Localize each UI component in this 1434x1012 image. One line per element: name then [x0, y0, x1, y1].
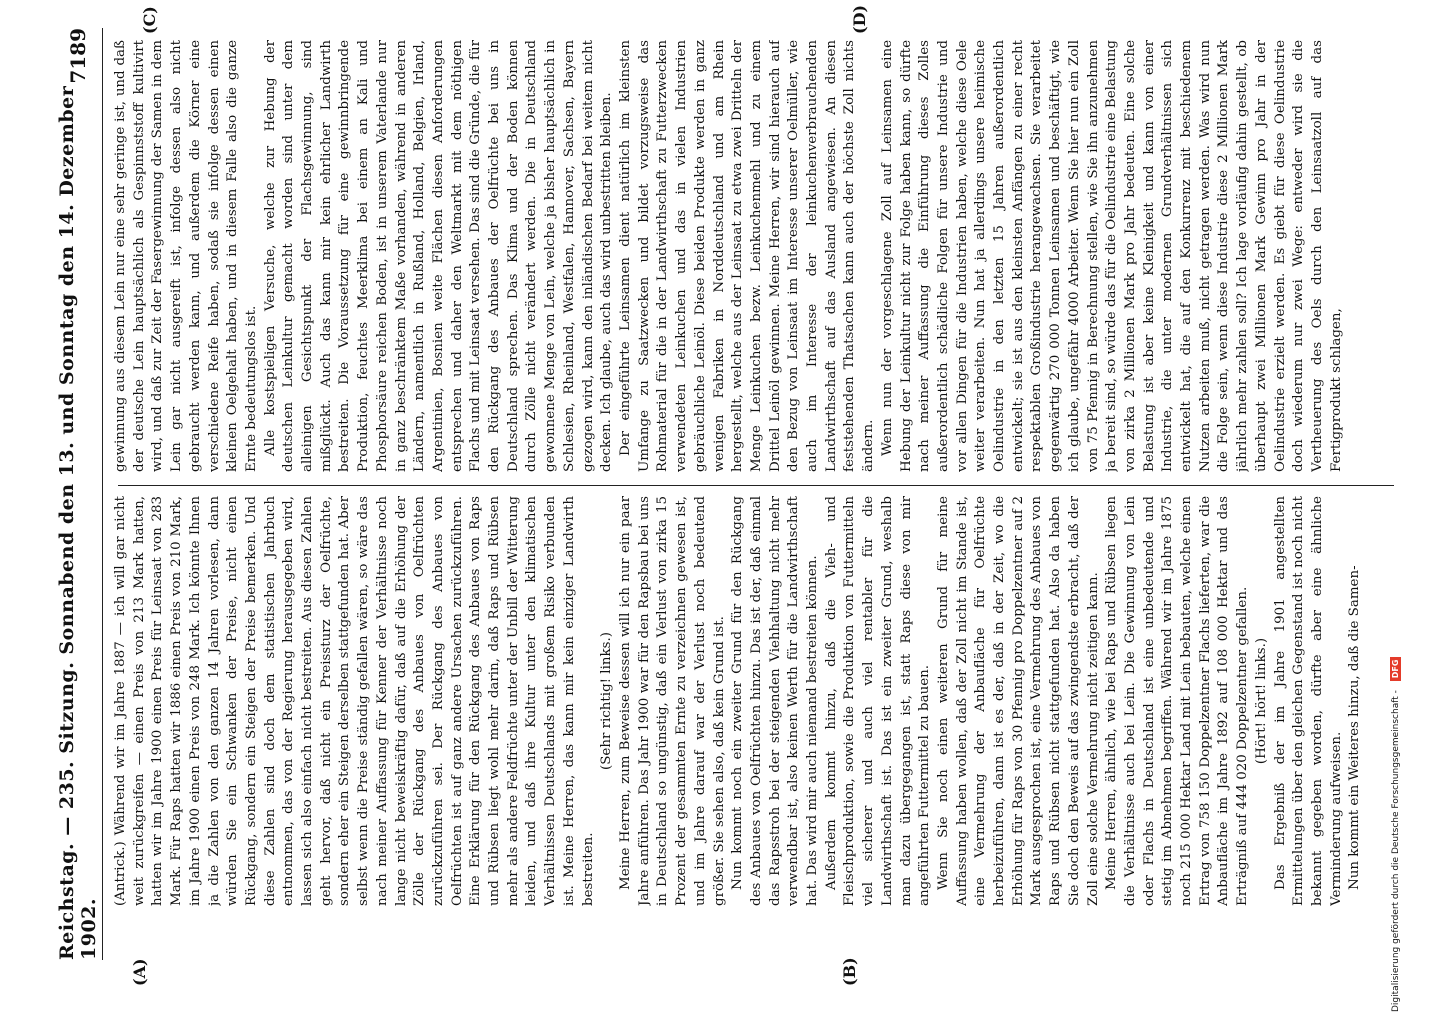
paragraph: Alle kostspieligen Versuche, welche zur Hebung der deutschen Leinkultur gemacht worden sind unter dem alleinigen Gesichtspunkt der Flachsgewinnung, sind mißglückt. Auch das kann mir kein ehrlicher Landwirth bestreiten. Die Voraussetzung für eine gewinnbringende Produktion, feuchtes Meerklima bei einem an Kali und Phosphorsäure reichen Boden, ist in unserem Vaterlande nur in ganz beschränktem Maße vorhanden, während in anderen Ländern, namentlich in Rußland, Holland, Belgien, Irland, Argentinien, Bosnien weite Flächen diesen Anforderungen entsprechen und daher den Weltmarkt mit dem nöthigen Flachs und mit Leinsaat versehen. Das sind die Gründe, die für den Rückgang des Anbaues der Oelfrüchte bei uns in Deutschland sprechen. Das Klima und der Boden können durch Zölle nicht verändert werden. Die in Deutschland gewonnene Menge von Lein, welche ja bisher hauptsächlich in Schlesien, Rheinland, Westfalen, Hannover, Sachsen, Bayern gezogen wird, kann den inländischen Bedarf bei weitem nicht decken. Ich glaube, auch das wird unbestritten bleiben.	[262, 40, 615, 472]
paragraph: Meine Herren, ähnlich, wie bei Raps und Rübsen liegen die Verhältnisse auch bei Lein. Die Gewinnung von Lein oder Flachs in Deutschland ist eine unbedeutende und stetig im Abnehmen begriffen. Während wir im Jahre 1875 noch 215 000 Hektar Land mit Lein bebauten, welche einen Ertrag von 758 150 Doppelzentner Flachs lieferten, war die Anbaufläche im Jahre 1892 auf 108 000 Hektar und das Erträgniß auf 444 020 Doppelzentner gefallen.	[1104, 496, 1251, 906]
paragraph: Meine Herren, zum Beweise dessen will ich nur ein paar Jahre anführen. Das Jahr 1900 war für den Rapsbau bei uns in Deutschland so ungünstig, daß ein Verlust von zirka 15 Prozent der gesammten Ernte zu verzeichnen gewesen ist, und im Jahre darauf war der Verlust noch bedeutend größer. Sie sehen also, daß kein Grund ist.	[617, 496, 727, 906]
margin-marker-b: (B)	[840, 957, 859, 986]
margin-marker-d: (D)	[850, 4, 869, 34]
paragraph: Wenn Sie noch einen weiteren Grund für meine Auffassung haben wollen, daß der Zoll nicht im Stande ist, eine Vermehrung der Anbaufläche für Oelfrüchte herbeizuführen, dann ist es der, daß in der Zeit, wo die Erhöhung für Raps von 30 Pfennig pro Doppelzentner auf 2 Mark ausgesprochen ist, eine Vermehrung des Anbaues von Raps und Rübsen nicht stattgefunden hat. Also da haben Sie doch den Beweis auf das zwingendste erbracht, daß der Zoll eine solche Vermehrung nicht zeitigen kann.	[935, 496, 1101, 906]
paragraph: Außerdem kommt hinzu, daß die Vieh- und Fleischproduktion, sowie die Produktion von Futtermitteln viel sicherer und auch viel rentabler für die Landwirthschaft ist. Das ist ein zweiter Grund, weshalb man dazu übergegangen ist, statt Raps diese von mir angeführten Futtermittel zu bauen.	[823, 496, 933, 906]
margin-marker-c: (C)	[140, 6, 159, 34]
paragraph: Der eingeführte Leinsamen dient natürlich im kleinsten Umfange zu Saatzwecken und bildet vorzugsweise das Rohmaterial für die in der Landwirthschaft zu Futterzwecken verwendeten Leinkuchen und das in vielen Industrien gebräuchliche Leinöl. Diese beiden Produkte werden in ganz wenigen Fabriken in Norddeutschland und am Rhein hergestellt, welche aus der Leinsaat zu etwa zwei Dritteln der Menge Leinkuchen bezw. Leinkuchenmehl und zu einem Drittel Leinöl gewinnen. Meine Herren, wir sind hierauch auf den Bezug von Leinsaat im Interesse unserer Oelmüller, wie auch im Interesse der leinkuchenverbrauchenden Landwirthschaft auf das Ausland angewiesen. An diesen feststehenden Thatsachen kann auch der höchste Zoll nichts ändern.	[617, 40, 877, 472]
paragraph: Nun kommt noch ein zweiter Grund für den Rückgang des Anbaues von Oelfrüchten hinzu. Das ist der, daß einmal das Rapsstroh bei der steigenden Viehhaltung nicht mehr verwendbar ist, also keinen Werth für die Landwirthschaft hat. Das wird mir auch niemand bestreiten können.	[730, 496, 821, 906]
credit-text: Digitalisierung gefördert durch die Deutsche Forschungsgemeinschaft -	[1391, 690, 1401, 1012]
page-header	[54, 28, 103, 960]
margin-marker-a: (A)	[130, 958, 149, 986]
column-divider	[118, 485, 1394, 486]
right-column	[112, 40, 1382, 472]
paragraph: gewinnung aus diesem Lein nur eine sehr geringe ist, und daß der deutsche Lein hauptsächlich als Gespinnststoff kultivirt wird, und daß zur Zeit der Fasergewinnung der Samen in dem Lein gar nicht ausgereift ist, infolge dessen also nicht gebraucht werden kann, und außerdem die Körner eine verschiedene Reife haben, sodaß sie infolge dessen einen kleinen Oelgehalt haben, und in diesem Falle also die ganze Ernte bedeutungslos ist.	[113, 40, 259, 472]
interjection: (Hört! hört! links.)	[1253, 637, 1269, 765]
dfg-logo: DFG	[1390, 657, 1401, 682]
paragraph: Wenn nun der vorgeschlagene Zoll auf Leinsamen eine Hebung der Leinkultur nicht zur Folge haben kann, so dürfte nach meiner Auffassung die Einführung dieses Zolles außerordentlich schädliche Folgen für unsere Industrie und vor allen Dingen für die Industrien haben, welche diese Oele weiter verarbeiten. Nun hat ja allerdings unsere heimische Oelindustrie in den letzten 15 Jahren außerordentlich entwickelt; sie ist aus den kleinsten Anfängen zu einer recht respektablen Großindustrie herangewachsen. Sie verarbeitet gegenwärtig 270 000 Tonnen Leinsamen und beschäftigt, wie ich glaube, ungefähr 4000 Arbeiter. Wenn Sie hier nun ein Zoll von 75 Pfennig in Berechnung stellen, wie Sie ihn anzunehmen ja bereit sind, so würde das für die Oelindustrie eine Belastung von zirka 2 Millionen Mark pro Jahr bedeuten. Eine solche Belastung ist aber keine Kleinigkeit und kann von einer Industrie, die unter modernen Grundverhältnissen sich entwickelt hat, die auf den Konkurrenz mit beschiedenem Nutzen arbeiten muß, nicht getragen werden. Was wird nun die Folge sein, wenn diese Industrie diese 2 Millionen Mark jährlich mehr zahlen soll? Ich lage vorläufig dahin gestellt, ob überhaupt zwei Millionen Mark Gewinn pro Jahr in der Oelindustrie erzielt werden. Es giebt für diese Oelindustrie doch wiederum nur zwei Wege: entweder wird sie die Vertheuerung des Oels durch den Leinsaatzoll auf das Fertigprodukt schlagen,	[879, 40, 1344, 472]
paragraph: Nun kommt ein Weiteres hinzu, daß die Samen-	[1347, 565, 1363, 890]
page-number: 7189	[66, 28, 90, 84]
digitization-credit	[1390, 32, 1412, 1012]
header-title: Reichstag. — 235. Sitzung. Sonnabend den 13. und Sonntag den 14. Dezember 1902.	[56, 85, 100, 960]
left-column	[112, 496, 1382, 906]
paragraph: (Antrick.) Während wir im Jahre 1887 — ich will gar nicht weit zurückgreifen — einen Preis von 213 Mark hatten, hatten wir im Jahre 1900 einen Preis für Leinsaat von 283 Mark. Für Raps hatten wir 1886 einen Preis von 210 Mark, im Jahre 1900 einen Preis von 248 Mark. Ich könnte Ihnen ja die Zahlen von den ganzen 14 Jahren vorlesen, dann würden Sie ein Schwanken der Preise, nicht einen Rückgang, sondern ein Steigen der Preise bemerken. Und diese Zahlen sind doch dem statistischen Jahrbuch entnommen, das von der Regierung herausgegeben wird, lassen sich also einfach nicht bestreiten. Aus diesen Zahlen geht hervor, daß nicht ein Preissturz der Oelfrüchte, sondern eher ein Steigen derselben stattgefunden hat. Aber selbst wenn die Preise ständig gefallen wären, so wäre das nach meiner Auffassung für Kenner der Verhältnisse noch lange nicht beweiskräftig dafür, daß auf die Erhöhung der Zölle der Rückgang des Anbaues von Oelfrüchten zurückzuführen sei. Der Rückgang des Anbaues von Oelfrüchten ist auf ganz andere Ursachen zurückzuführen. Eine Erklärung für den Rückgang des Anbaues von Raps und Rübsen liegt wohl mehr darin, daß Raps und Rübsen mehr als andere Feldfrüchte unter der Unbill der Witterung leiden, und daß ihre Kultur unter den klimatischen Verhältnissen Deutschlands mit großem Risiko verbunden ist. Meine Herren, das kann mir kein einziger Landwirth bestreiten.	[113, 496, 596, 906]
interjection: (Sehr richtig! links.)	[599, 632, 615, 770]
paragraph: Das Ergebniß der im Jahre 1901 angestellten Ermittelungen über den gleichen Gegenstand ist noch nicht bekannt gegeben worden, dürfte aber eine ähnliche Verminderung aufweisen.	[1272, 496, 1344, 906]
